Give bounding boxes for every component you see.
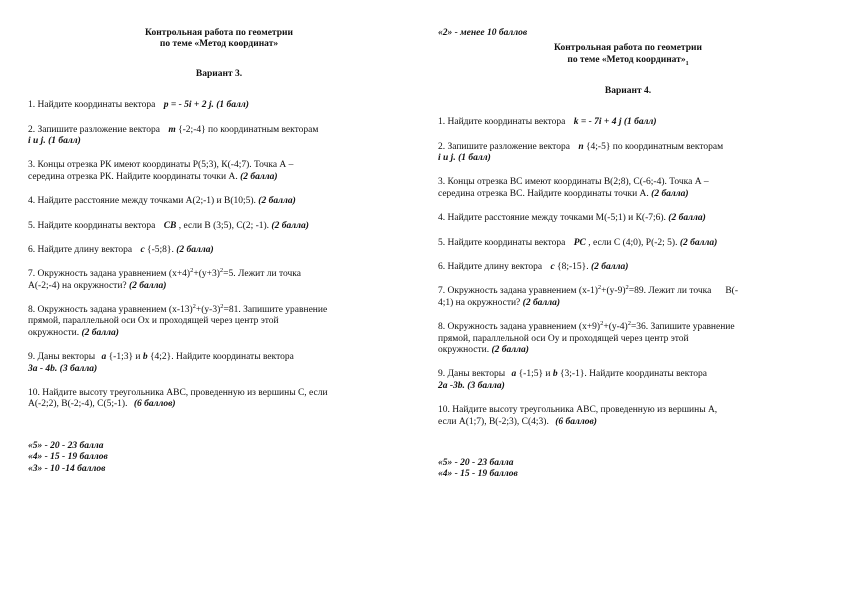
task-9-a-coords: {-1;5} и bbox=[518, 369, 551, 380]
task-1-points: (1 балл) bbox=[621, 117, 657, 128]
task-6 bbox=[438, 262, 818, 273]
task-10-line-1: 10. Найдите высоту треугольника АВС, проведенную из вершины А, bbox=[438, 405, 718, 416]
task-2-text: 2. Запишите разложение вектора bbox=[28, 124, 160, 135]
task-7-eq-a: 7. Окружность задана уравнением (х+4) bbox=[28, 269, 191, 280]
task-2 bbox=[28, 125, 410, 148]
task-6-points: (2 балла) bbox=[176, 244, 214, 255]
task-1 bbox=[28, 100, 410, 111]
task-10-line-2: если А(1;7), В(-2;3), С(4;3). bbox=[438, 416, 549, 427]
task-7-eq-a: 7. Окружность задана уравнением (х-1) bbox=[438, 286, 598, 297]
task-10-line-1: 10. Найдите высоту треугольника АВС, проведенную из вершины С, если bbox=[28, 388, 328, 399]
task-7-eq-b: +(у+3) bbox=[193, 269, 220, 280]
task-2-basis: i и j bbox=[438, 153, 454, 164]
task-5 bbox=[438, 238, 818, 249]
square-exponent: 2 bbox=[597, 284, 602, 292]
grade-2: «2» - менее 10 баллов bbox=[438, 28, 528, 38]
task-6-vector: c bbox=[550, 261, 555, 272]
task-2-coords: {-2;-4} по координатным векторам bbox=[178, 124, 319, 135]
task-9-text: 9. Даны векторы bbox=[28, 352, 96, 363]
task-1-text: 1. Найдите координаты вектора bbox=[28, 100, 156, 111]
task-7-eq-c: =89. Лежит ли точка bbox=[628, 286, 712, 297]
task-1-text: 1. Найдите координаты вектора bbox=[438, 117, 566, 128]
task-8-eq-b: +(у-4) bbox=[603, 322, 628, 333]
grade-3: «3» - 10 -14 баллов bbox=[28, 463, 106, 474]
task-1-vector: p = - 5i + 2 j bbox=[163, 100, 212, 111]
title-subscript: 1 bbox=[685, 60, 689, 67]
task-3-points: (2 балла) bbox=[240, 171, 278, 182]
task-5-vector: PC bbox=[573, 237, 586, 248]
task-6-coords: {-5;8}. bbox=[147, 244, 174, 255]
task-5-points: (2 балла) bbox=[271, 220, 309, 231]
task-5-text: 5. Найдите координаты вектора bbox=[438, 237, 566, 248]
task-3 bbox=[438, 177, 818, 200]
task-9-a-coords: {-1;3} и bbox=[108, 352, 141, 363]
task-1 bbox=[438, 117, 818, 128]
task-10 bbox=[28, 388, 410, 411]
task-5-condition: , если В (3;5), С(2; -1). bbox=[178, 220, 270, 231]
task-8 bbox=[28, 302, 410, 339]
task-2-coords: {4;-5} по координатным векторам bbox=[585, 141, 724, 152]
task-1-points: . (1 балл) bbox=[211, 100, 249, 111]
task-4 bbox=[438, 213, 818, 224]
task-7-line-2: 4;1) на окружности? bbox=[438, 297, 521, 308]
square-exponent: 2 bbox=[192, 302, 196, 310]
task-4-points: (2 балла) bbox=[668, 213, 706, 224]
task-7 bbox=[28, 269, 410, 292]
task-5 bbox=[28, 221, 410, 232]
task-8-line-3: окружности. bbox=[28, 327, 80, 338]
title-line-2 bbox=[438, 55, 818, 68]
task-8-line-2: прямой, параллельной оси Ох и проходящей через центр этой bbox=[28, 316, 279, 327]
title-line-2-text: по теме «Метод координат» bbox=[567, 54, 686, 65]
variant-heading: Вариант 4. bbox=[604, 85, 652, 96]
task-6-coords: {8;-15}. bbox=[557, 261, 589, 272]
task-5-condition: , если С (4;0), Р(-2; 5). bbox=[588, 237, 678, 248]
square-exponent: 2 bbox=[600, 320, 604, 327]
grading-scale bbox=[28, 441, 410, 475]
task-5-vector: CB bbox=[163, 220, 177, 231]
task-7-line-2: А(-2;-4) на окружности? bbox=[28, 280, 127, 291]
task-9-expression: 3a - 4b bbox=[28, 363, 55, 374]
task-3-line-2: середина отрезка РК. Найдите координаты точки А. bbox=[28, 171, 238, 182]
task-4-text: 4. Найдите расстояние между точками А(2;-1) и В(10;5). bbox=[28, 196, 256, 207]
task-8-eq-a: 8. Окружность задана уравнением (х-13) bbox=[28, 305, 193, 316]
task-4-text: 4. Найдите расстояние между точками М(-5;1) и К(-7;6). bbox=[438, 213, 666, 224]
task-10 bbox=[438, 405, 818, 428]
task-2-basis: i и j bbox=[28, 135, 44, 146]
task-10-points: (6 баллов) bbox=[555, 416, 597, 427]
task-9-b-coords: {4;2}. Найдите координаты вектора bbox=[149, 352, 294, 363]
task-6-vector: c bbox=[140, 244, 145, 255]
task-9 bbox=[438, 369, 818, 392]
grade-5: «5» - 20 - 23 балла bbox=[438, 457, 514, 468]
task-7-eq-b: +(у-9) bbox=[601, 286, 626, 297]
task-9-b-coords: {3;-1}. Найдите координаты вектора bbox=[559, 369, 707, 380]
task-8-eq-b: +(у-3) bbox=[195, 305, 221, 316]
square-exponent: 2 bbox=[219, 267, 224, 275]
task-8-line-3: окружности. bbox=[438, 344, 490, 355]
task-9-vector-b: b bbox=[552, 369, 558, 380]
task-2-text: 2. Запишите разложение вектора bbox=[438, 141, 570, 152]
task-3-line-1: 3. Концы отрезка ВС имеют координаты В(2;8), С(-6;-4). Точка А – bbox=[438, 177, 709, 188]
task-2-points: . (1 балл) bbox=[43, 135, 81, 146]
grade-5: «5» - 20 - 23 балла bbox=[28, 440, 104, 451]
task-8 bbox=[438, 322, 818, 356]
square-exponent: 2 bbox=[190, 267, 194, 275]
task-9-vector-a: a bbox=[101, 352, 107, 363]
task-8-eq-c: =36. Запишите уравнение bbox=[630, 322, 735, 333]
square-exponent: 2 bbox=[220, 302, 224, 310]
task-1-vector: k = - 7i + 4 j bbox=[573, 117, 622, 128]
task-5-text: 5. Найдите координаты вектора bbox=[28, 220, 156, 231]
task-6-text: 6. Найдите длину вектора bbox=[438, 261, 543, 272]
grade-4: «4» - 15 - 19 баллов bbox=[28, 452, 108, 463]
task-8-points: (2 балла) bbox=[81, 327, 119, 338]
task-2 bbox=[438, 142, 818, 165]
task-7 bbox=[438, 286, 818, 309]
task-9-points: . (3 балла) bbox=[462, 380, 505, 391]
task-4 bbox=[28, 196, 410, 207]
variant-4-column bbox=[438, 28, 818, 481]
task-9-points: . (3 балла) bbox=[54, 363, 98, 374]
variant-heading: Вариант 3. bbox=[195, 68, 243, 79]
task-9-vector-b: b bbox=[142, 352, 148, 363]
task-7-point: В(- bbox=[725, 286, 739, 297]
variant-3-column bbox=[28, 28, 410, 475]
task-9-expression: 2a -3b bbox=[438, 380, 463, 391]
task-9-text: 9. Даны векторы bbox=[438, 369, 506, 380]
title-line-2: по теме «Метод координат» bbox=[159, 39, 279, 50]
task-10-line-2: А(-2;2), В(-2;-4), С(5;-1). bbox=[28, 399, 128, 410]
task-7-points: (2 балла) bbox=[522, 297, 561, 308]
task-10-points: (6 баллов) bbox=[133, 399, 176, 410]
task-8-points: (2 балла) bbox=[491, 344, 529, 355]
task-8-line-2: прямой, параллельной оси Оу и проходящей через центр этой bbox=[438, 333, 689, 344]
task-2-points: . (1 балл) bbox=[453, 153, 491, 164]
task-6 bbox=[28, 245, 410, 256]
task-9 bbox=[28, 352, 410, 375]
task-7-points: (2 балла) bbox=[129, 280, 167, 291]
grading-scale bbox=[438, 458, 818, 481]
task-7-eq-c: =5. Лежит ли точка bbox=[223, 269, 301, 280]
task-8-eq-a: 8. Окружность задана уравнением (х+9) bbox=[438, 322, 601, 333]
task-3-line-2: середина отрезка ВС. Найдите координаты точки А. bbox=[438, 188, 649, 199]
task-3-points: (2 балла) bbox=[651, 188, 689, 199]
task-2-vector: n bbox=[578, 141, 584, 152]
grade-4: «4» - 15 - 19 баллов bbox=[438, 469, 518, 480]
task-4-points: (2 балла) bbox=[258, 196, 296, 207]
task-8-eq-c: =81. Запишите уравнение bbox=[223, 305, 328, 316]
task-3 bbox=[28, 160, 410, 183]
square-exponent: 2 bbox=[627, 320, 631, 327]
title-line-1: Контрольная работа по геометрии bbox=[554, 43, 702, 54]
task-6-text: 6. Найдите длину вектора bbox=[28, 244, 133, 255]
square-exponent: 2 bbox=[625, 284, 629, 292]
task-3-line-1: 3. Концы отрезка РК имеют координаты Р(5;3), К(-4;7). Точка А – bbox=[28, 160, 294, 171]
task-6-points: (2 балла) bbox=[590, 261, 629, 272]
task-2-vector: m bbox=[168, 124, 176, 135]
task-9-vector-a: a bbox=[511, 369, 517, 380]
task-5-points: (2 балла) bbox=[679, 237, 718, 248]
title-line-1: Контрольная работа по геометрии bbox=[145, 28, 293, 38]
